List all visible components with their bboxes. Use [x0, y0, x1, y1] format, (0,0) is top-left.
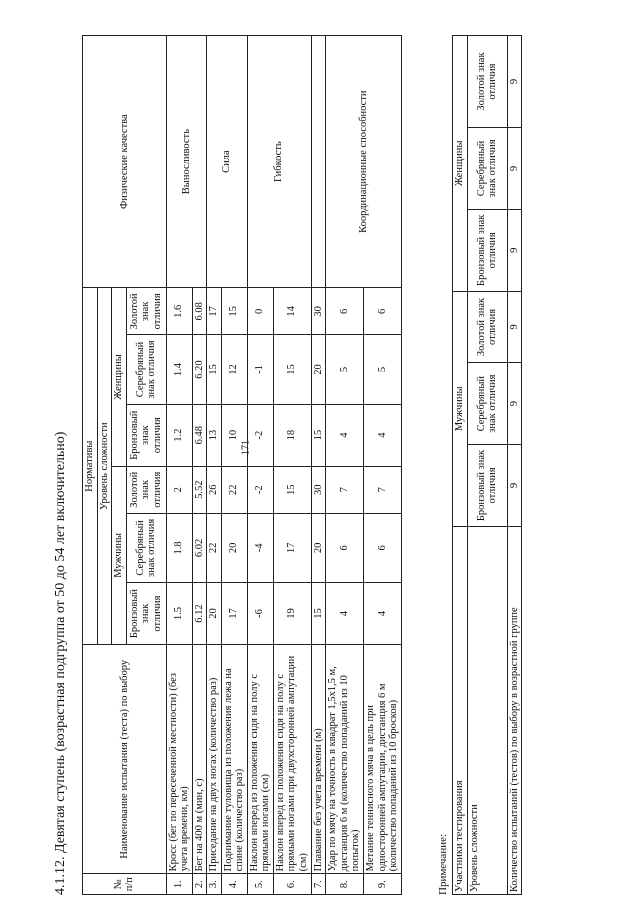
cell-value: 6: [364, 513, 402, 582]
cell-value: 20: [311, 513, 326, 582]
cell-value: 6.12: [192, 583, 207, 645]
cell-value: 15: [273, 466, 311, 513]
col-quality-header: Физические качества: [83, 36, 167, 288]
cell-value: 15: [311, 404, 326, 466]
row-num: 7.: [311, 874, 326, 895]
row-name: Приседание на двух ногах (количество раз): [207, 645, 222, 874]
norms-header: Нормативы: [83, 288, 98, 645]
count-value: 9: [507, 363, 522, 445]
row-name: Поднимание туловища из положения лежа на спине (количество раз): [221, 645, 247, 874]
cell-value: 4: [364, 583, 402, 645]
women-silver-header: Серебряный знак отличия: [126, 335, 166, 404]
cell-value: 17: [221, 583, 247, 645]
cell-value: 15: [273, 335, 311, 404]
cell-value: 5.52: [192, 466, 207, 513]
cell-value: 18: [273, 404, 311, 466]
row-name: Удар по мячу на точность в квадрат 1,5х1,5 м, дистанция 6 м (количество попаданий из 10 попыток): [326, 645, 364, 874]
row-num: 6.: [273, 874, 311, 895]
quality-strength: Сила: [207, 36, 248, 288]
cell-value: 5: [364, 335, 402, 404]
table-row: [311, 36, 326, 895]
page-number: 171: [240, 440, 252, 455]
cell-value: 22: [221, 466, 247, 513]
notes-women-gold: Золотой знак отличия: [467, 36, 507, 128]
quality-blank: [311, 36, 326, 288]
participants-label: Участники тестирования: [453, 526, 468, 894]
notes-men-header: Мужчины: [453, 291, 468, 526]
cell-value: 6.48: [192, 404, 207, 466]
cell-value: 1.4: [166, 335, 192, 404]
notes-men-bronze: Бронзовый знак отличия: [467, 445, 507, 527]
cell-value: 19: [273, 583, 311, 645]
cell-value: 17: [273, 513, 311, 582]
cell-value: 1.2: [166, 404, 192, 466]
table-row: [326, 36, 364, 895]
women-bronze-header: Бронзовый знак отличия: [126, 404, 166, 466]
cell-value: -6: [247, 583, 273, 645]
section-heading: 4.1.12. Девятая ступень (возрастная подгруппа от 50 до 54 лет включительно): [53, 431, 68, 895]
cell-value: 7: [364, 466, 402, 513]
cell-value: 6.02: [192, 513, 207, 582]
row-name: Метание теннисного мяча в цель при односторонней ампутации, дистанция 6 м (количество попаданий из 10 бросков): [364, 645, 402, 874]
cell-value: 20: [207, 583, 222, 645]
men-gold-header: Золотой знак отличия: [126, 466, 166, 513]
col-name-header: Наименование испытания (теста) по выбору: [83, 645, 167, 874]
cell-value: 0: [247, 288, 273, 335]
cell-value: 1.8: [166, 513, 192, 582]
col-num-header: № п/п: [83, 874, 167, 895]
cell-value: 4: [326, 583, 364, 645]
row-name: Наклон вперед из положения сидя на полу с прямыми ногами при двухсторонней ампутации (см): [273, 645, 311, 874]
count-value: 9: [507, 291, 522, 363]
cell-value: 17: [207, 288, 222, 335]
row-num: 1.: [166, 874, 192, 895]
table-row: [507, 36, 522, 895]
cell-value: 5: [326, 335, 364, 404]
count-value: 9: [507, 36, 522, 128]
cell-value: 1.5: [166, 583, 192, 645]
cell-value: 4: [326, 404, 364, 466]
note-label: Примечание:: [437, 833, 449, 895]
notes-table: [452, 35, 522, 895]
men-bronze-header: Бронзовый знак отличия: [126, 583, 166, 645]
women-header: Женщины: [112, 288, 127, 466]
men-silver-header: Серебряный знак отличия: [126, 513, 166, 582]
cell-value: 2: [166, 466, 192, 513]
cell-value: 6: [364, 288, 402, 335]
quality-endurance: Выносливость: [166, 36, 207, 288]
cell-value: 6: [326, 288, 364, 335]
cell-value: 15: [207, 335, 222, 404]
notes-men-gold: Золотой знак отличия: [467, 291, 507, 363]
cell-value: 10: [221, 404, 247, 466]
cell-value: 7: [326, 466, 364, 513]
count-label: Количество испытаний (тестов) по выбору в возрастной группе: [507, 526, 522, 894]
cell-value: 6: [326, 513, 364, 582]
cell-value: 26: [207, 466, 222, 513]
cell-value: 30: [311, 466, 326, 513]
row-name: Бег на 400 м (мин, с): [192, 645, 207, 874]
cell-value: -1: [247, 335, 273, 404]
row-num: 2.: [192, 874, 207, 895]
count-value: 9: [507, 209, 522, 291]
quality-flexibility: Гибкость: [247, 36, 311, 288]
notes-men-silver: Серебряный знак отличия: [467, 363, 507, 445]
cell-value: 1.6: [166, 288, 192, 335]
cell-value: 22: [207, 513, 222, 582]
cell-value: 14: [273, 288, 311, 335]
cell-value: -4: [247, 513, 273, 582]
notes-women-header: Женщины: [453, 36, 468, 292]
men-header: Мужчины: [112, 466, 127, 644]
norms-table: [82, 35, 402, 895]
count-value: 9: [507, 128, 522, 210]
cell-value: -2: [247, 466, 273, 513]
row-num: 4.: [221, 874, 247, 895]
row-num: 3.: [207, 874, 222, 895]
row-name: Кросс (бег по пересеченной местности) (без учета времени, км): [166, 645, 192, 874]
row-num: 8.: [326, 874, 364, 895]
cell-value: 30: [311, 288, 326, 335]
table-row: [166, 36, 192, 895]
cell-value: 20: [311, 335, 326, 404]
women-gold-header: Золотой знак отличия: [126, 288, 166, 335]
row-name: Наклон вперед из положения сидя на полу с прямыми ногами (см): [247, 645, 273, 874]
cell-value: 6.08: [192, 288, 207, 335]
cell-value: 15: [311, 583, 326, 645]
level-label: Уровень сложности: [467, 526, 507, 894]
cell-value: 15: [221, 288, 247, 335]
cell-value: 6.20: [192, 335, 207, 404]
count-value: 9: [507, 445, 522, 527]
table-row: [207, 36, 222, 895]
notes-women-silver: Серебряный знак отличия: [467, 128, 507, 210]
cell-value: 20: [221, 513, 247, 582]
table-row: [247, 36, 273, 895]
row-num: 9.: [364, 874, 402, 895]
cell-value: -2: [247, 404, 273, 466]
quality-coordination: Координационные способности: [326, 36, 402, 288]
notes-women-bronze: Бронзовый знак отличия: [467, 209, 507, 291]
row-name: Плавание без учета времени (м): [311, 645, 326, 874]
level-header: Уровень сложности: [97, 288, 112, 645]
cell-value: 12: [221, 335, 247, 404]
rotated-page-content: [50, 20, 570, 895]
cell-value: 13: [207, 404, 222, 466]
cell-value: 4: [364, 404, 402, 466]
row-num: 5.: [247, 874, 273, 895]
